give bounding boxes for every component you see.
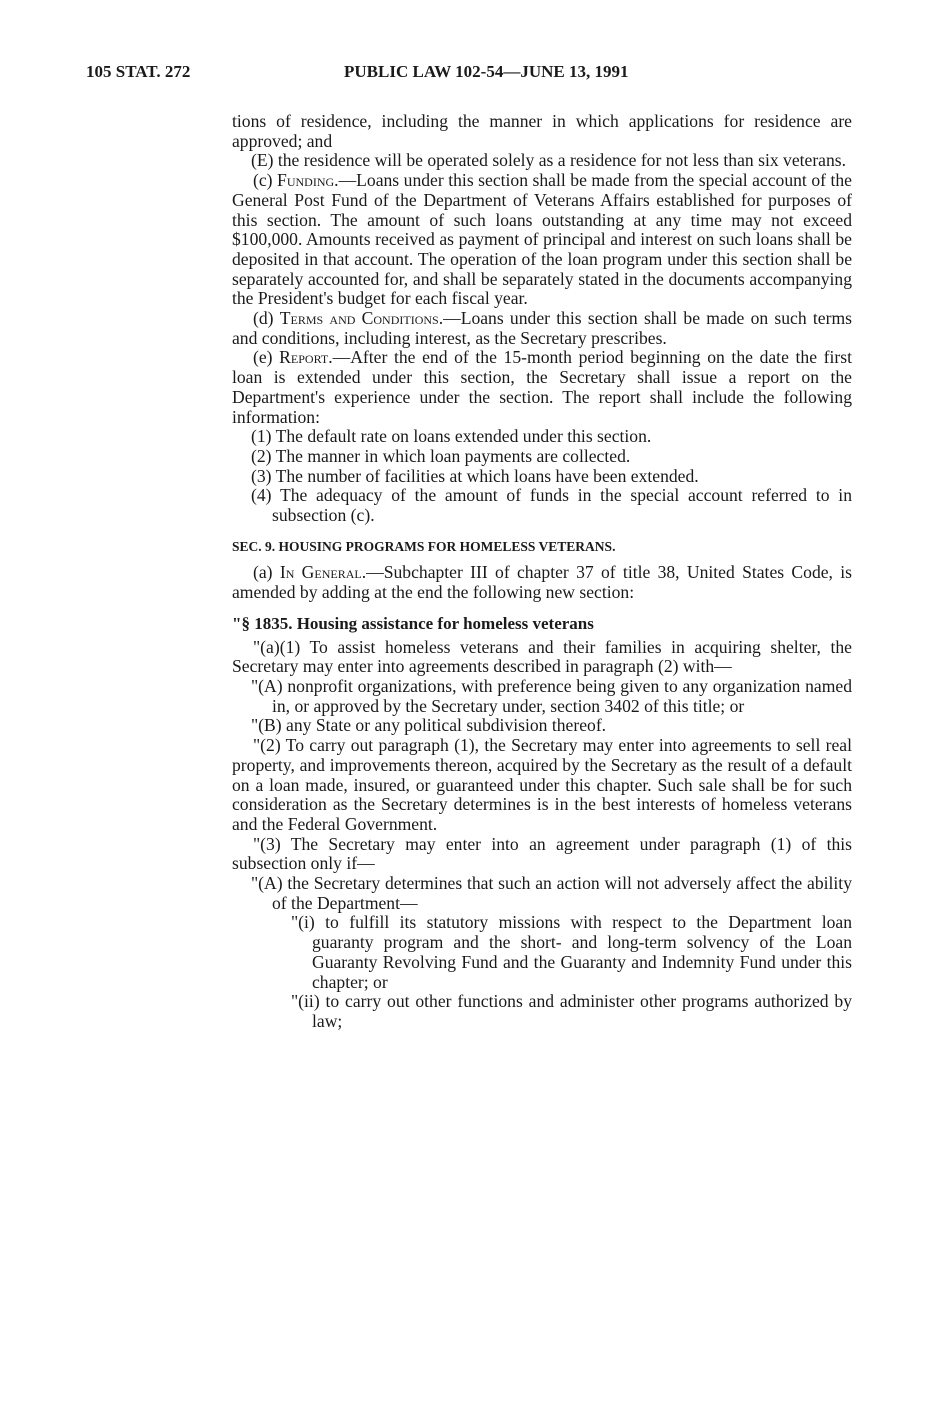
subsection-d-heading: Terms and Conditions.	[279, 308, 444, 329]
subsection-c-text: —Loans under this section shall be made from the special account of the General Post Fund of the Department of Veterans Affairs established for purposes of this section. The amount of such loans outstanding at any time may not exceed $100,000. Amounts received as payment of principal and interest on such loans shall be deposited in that account. The operation of the loan program under this section shall be separately accounted for, and shall be separately stated in the documents accompanying the President's budget for each fiscal year.	[232, 170, 852, 309]
subsection-a-text: —Subchapter III of chapter 37 of title 38, United States Code, is amended by adding at the end the following new section:	[232, 562, 852, 603]
subsection-e-label: (e)	[253, 347, 280, 368]
quoted-clause-A: "(A) nonprofit organizations, with preference being given to any organization named in, or approved by the Secretary under, section 3402 of this title; or	[251, 675, 852, 716]
statute-page-reference: 105 STAT. 272	[86, 62, 191, 81]
subsection-e-heading: Report.	[279, 347, 333, 368]
quoted-item-i: "(i) to fulfill its statutory missions with respect to the Department loan guaranty program and the short- and long-term solvency of the Loan Guaranty Revolving Fund and the Guaranty and Indemnity Fund under this chapter; or	[291, 912, 852, 992]
subsection-a-label: (a)	[253, 562, 280, 583]
quoted-paragraph-a1: "(a)(1) To assist homeless veterans and their families in acquiring shelter, the Secretary may enter into agreements described in paragraph (2) with—	[232, 636, 852, 677]
document-body	[232, 112, 852, 1032]
subsection-e-report	[232, 348, 852, 427]
paragraph-E: (E) the residence will be operated solely as a residence for not less than six veterans.	[251, 150, 847, 171]
subsection-d-label: (d)	[253, 308, 280, 329]
subsection-d-terms	[232, 309, 852, 348]
subsection-c-funding	[232, 171, 852, 309]
subsection-d-text: —Loans under this section shall be made on such terms and conditions, including interest, as the Secretary prescribes.	[232, 308, 852, 348]
subsection-a-in-general	[232, 563, 852, 602]
report-item-2: (2) The manner in which loan payments are collected.	[251, 445, 631, 466]
subsection-e-text: —After the end of the 15-month period beginning on the date the first loan is extended under this section, the Secretary shall issue a report on the Department's experience under the section. The report shall include the following information:	[232, 347, 852, 427]
page-header	[86, 62, 866, 86]
section-1835-title: "§ 1835. Housing assistance for homeless veterans	[232, 613, 594, 633]
report-item-3: (3) The number of facilities at which loans have been extended.	[251, 465, 699, 486]
quoted-paragraph-2: "(2) To carry out paragraph (1), the Secretary may enter into agreements to sell real property, and improvements thereon, acquired by the Secretary as the result of a default on a loan made, insured, or guaranteed under this chapter. Such sale shall be for such consideration as the Secretary determines is in the best interests of homeless veterans and the Federal Government.	[232, 735, 852, 834]
paragraph-continuation: tions of residence, including the manner in which applications for residence are approved; and	[232, 111, 852, 151]
report-item-4: (4) The adequacy of the amount of funds in the special account referred to in subsection (c).	[251, 485, 852, 526]
quoted-clause-B: "(B) any State or any political subdivision thereof.	[251, 715, 607, 736]
subsection-c-heading: Funding.	[277, 170, 339, 191]
report-item-1: (1) The default rate on loans extended under this section.	[251, 426, 652, 447]
quoted-clause-3A: "(A) the Secretary determines that such an action will not adversely affect the ability of the Department—	[251, 873, 852, 913]
section-9-heading: SEC. 9. HOUSING PROGRAMS FOR HOMELESS VETERANS.	[232, 538, 616, 554]
subsection-a-heading: In General.	[279, 562, 367, 583]
quoted-paragraph-3: "(3) The Secretary may enter into an agreement under paragraph (1) of this subsection only if—	[232, 833, 852, 874]
subsection-c-label: (c)	[253, 170, 278, 191]
quoted-item-ii: "(ii) to carry out other functions and administer other programs authorized by law;	[291, 991, 852, 1031]
public-law-title: PUBLIC LAW 102-54—JUNE 13, 1991	[344, 62, 629, 81]
